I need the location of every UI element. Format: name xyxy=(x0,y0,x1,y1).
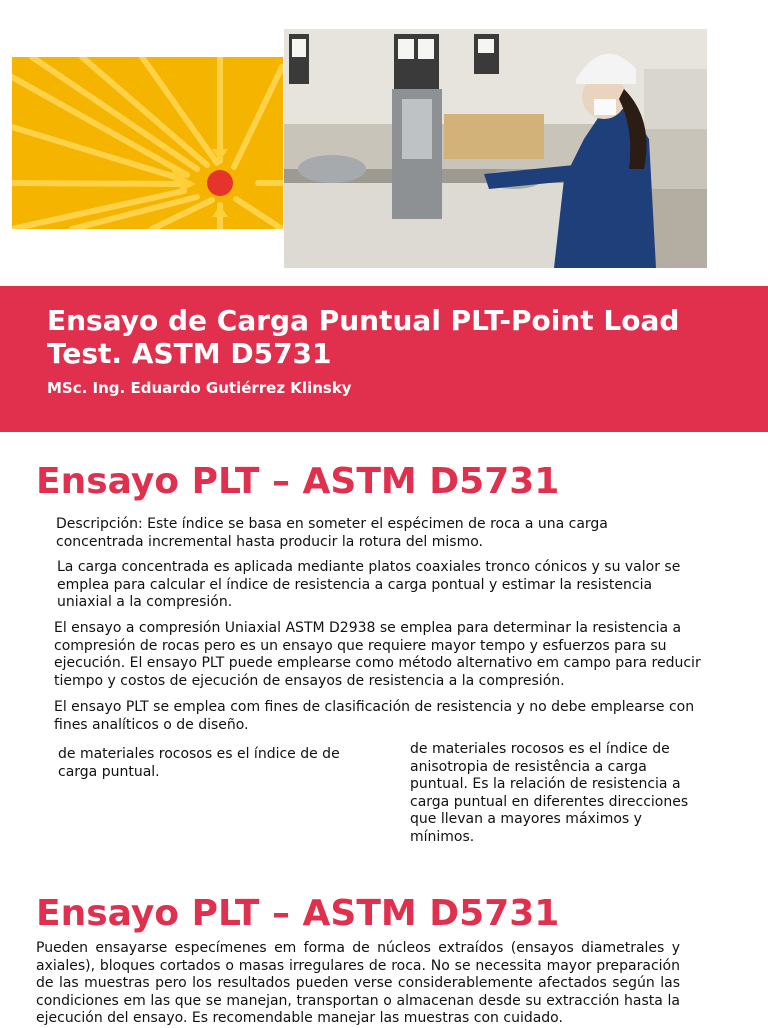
paragraph-classification: El ensayo PLT se emplea com fines de clasificación de resistencia y no debe emplearse con fines analíticos o de diseño. xyxy=(54,699,695,733)
document-title: Ensayo de Carga Puntual PLT-Point Load Test. ASTM D5731 xyxy=(47,304,680,370)
column-right-text: de materiales rocosos es el índice de anisotropia de resistência a carga puntual. Es la relación de resistencia a carga puntual en diferentes direcciones que llevan a mayores máximos y mínimos. xyxy=(410,741,689,845)
arrows-graphic-svg xyxy=(12,57,283,229)
paragraph-specimens: Pueden ensayarse especímenes em forma de núcleos extraídos (ensayos diametrales y axiales), bloques cortados o masas irregulares de roca. No se necessita mayor preparación de las muestras pero los resultados pueden verse considerablemente afectados según las condiciones em las que se manejan, transportan o almacenan desde su extracción hasta la ejecución del ensayo. Es recomendable manejar las muestras con cuidado. xyxy=(36,940,680,1026)
paragraph-uniaxial-test: El ensayo a compresión Uniaxial ASTM D2938 se emplea para determinar la resistencia a compresión de rocas pero es un ensayo que requiere mayor tempo y esfuerzos para su ejecución. El ensayo PLT puede emplearse como método alternativo em campo para reducir tiempo y costos de ejecución de ensayos de resistencia a la compresión. xyxy=(54,620,701,689)
paragraph-description: Descripción: Este índice se basa en someter el espécimen de roca a una carga concentrada incremental hasta producir la rotura del mismo. xyxy=(56,516,608,550)
lab-photo-svg xyxy=(284,29,707,268)
section-2-title: Ensayo PLT – ASTM D5731 xyxy=(36,893,560,934)
section-1-title: Ensayo PLT – ASTM D5731 xyxy=(36,461,560,502)
column-left-text: de materiales rocosos es el índice de de carga puntual. xyxy=(58,746,340,780)
laboratory-photo xyxy=(284,29,707,268)
author-name: MSc. Ing. Eduardo Gutiérrez Klinsky xyxy=(47,379,352,397)
arrows-converging-icon xyxy=(12,57,283,229)
paragraph-load-application: La carga concentrada es aplicada mediante platos coaxiales tronco cónicos y su valor se emplea para calcular el índice de resistencia a carga pontual y estimar la resistencia uniaxial a la compresión. xyxy=(57,559,681,610)
